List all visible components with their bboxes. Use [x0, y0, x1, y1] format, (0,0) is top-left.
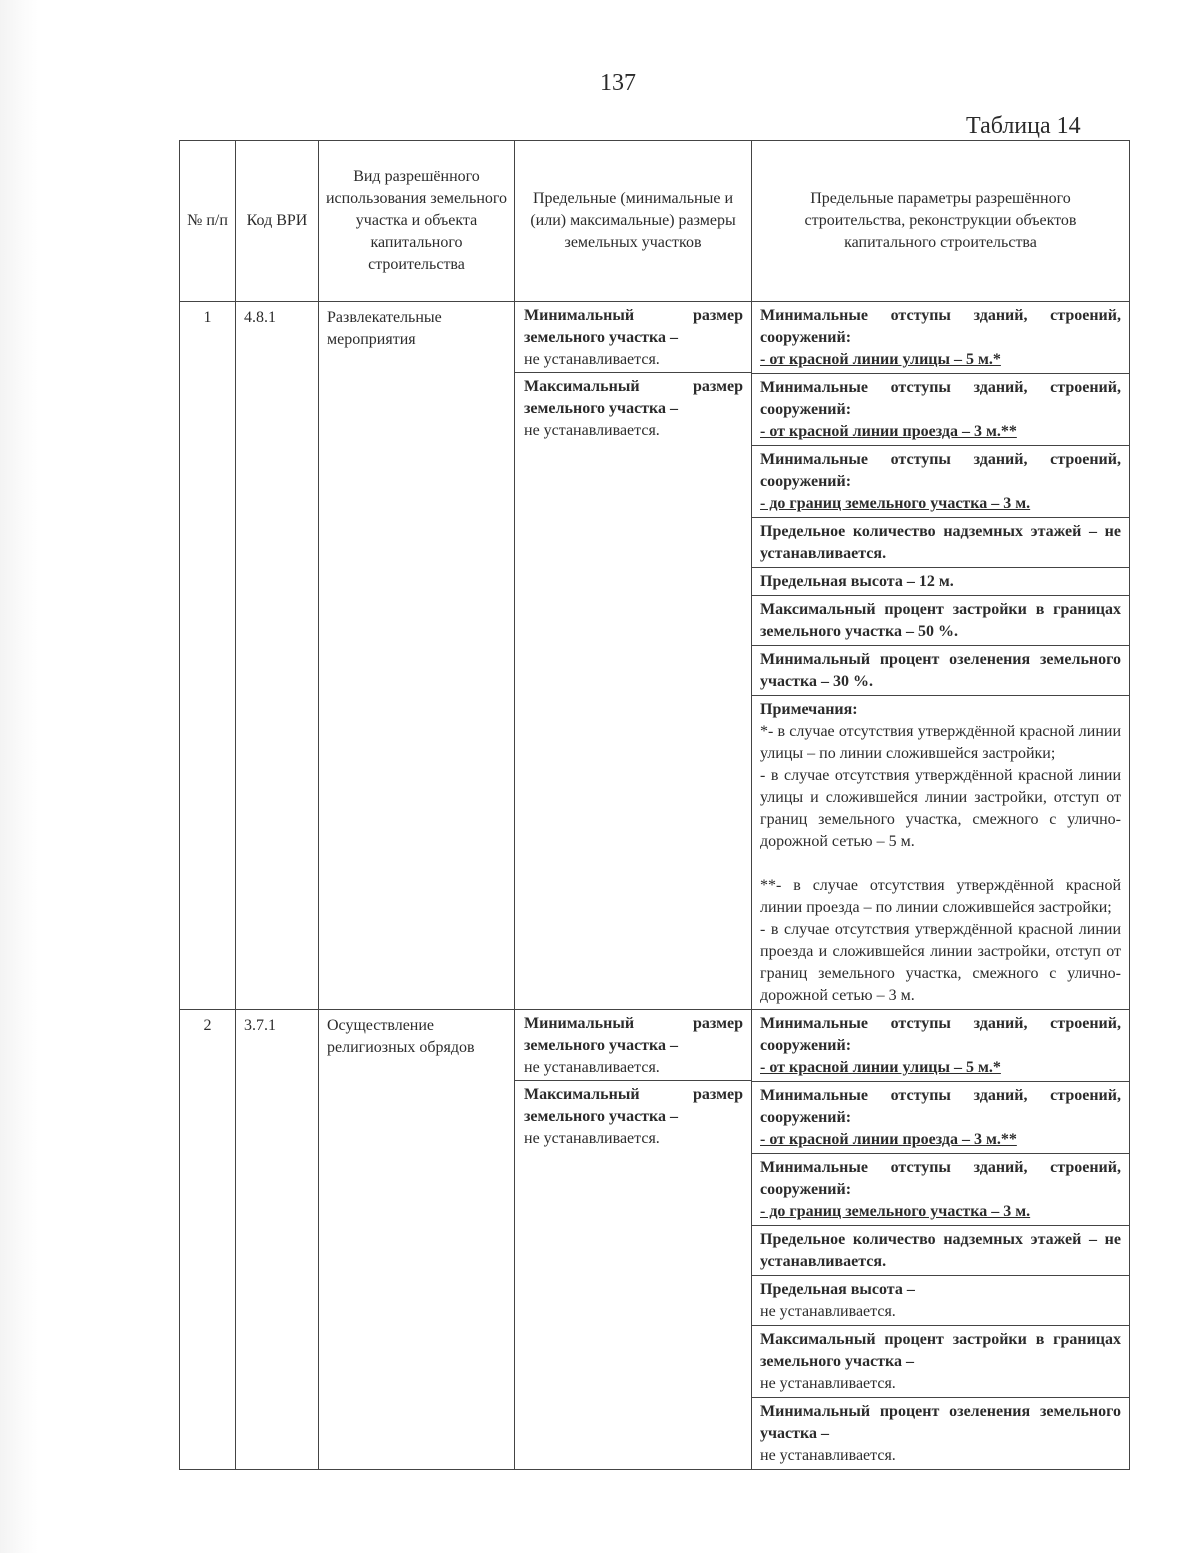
param-floors: Предельное количество надземных этажей – не устанавливается.: [752, 518, 1129, 568]
row-sizes: [515, 302, 752, 1010]
param-green-percent: Минимальный процент озеленения земельного участка – не устанавливается.: [760, 1403, 1121, 1464]
param-height: Предельная высота – 12 м.: [752, 568, 1129, 596]
row-code: 3.7.1: [236, 1010, 319, 1470]
header-num: № п/п: [180, 141, 236, 302]
max-size-block: Максимальный размер земельного участка – не устанавливается.: [524, 1086, 743, 1147]
header-params: Предельные параметры разрешённого строительства, реконструкции объектов капитального строительства: [752, 141, 1130, 302]
header-kind: Вид разрешённого использования земельного участка и объекта капитального строительства: [319, 141, 515, 302]
table-row: [180, 302, 1130, 1010]
min-size-block: Минимальный размер земельного участка – не устанавливается.: [515, 302, 751, 373]
row-kind: Развлекательные мероприятия: [319, 302, 515, 1010]
min-size-block: Минимальный размер земельного участка – не устанавливается.: [515, 1010, 751, 1081]
table-row: [180, 1010, 1130, 1470]
param-setback-boundary: Минимальные отступы зданий, строений, сооружений: - до границ земельного участка – 3 м.: [752, 446, 1129, 518]
notes-title: Примечания:: [760, 701, 858, 718]
param-setback-street: Минимальные отступы зданий, строений, сооружений: - от красной линии улицы – 5 м.*: [752, 302, 1129, 374]
note-item: - в случае отсутствия утверждённой красной линии проезда и сложившейся линии застройки, отступ от границ земельного участка, смежного с улично-дорожной сетью – 3 м.: [760, 921, 1121, 1004]
notes-block: [752, 696, 1129, 1009]
table-header-row: [180, 141, 1130, 302]
row-params: [752, 302, 1130, 1010]
row-number: 1: [180, 302, 236, 1010]
note-item: **- в случае отсутствия утверждённой красной линии проезда – по линии сложившейся застройки;: [760, 877, 1121, 916]
param-build-percent: Максимальный процент застройки в границах земельного участка – 50 %.: [752, 596, 1129, 646]
header-sizes: Предельные (минимальные и (или) максимальные) размеры земельных участков: [515, 141, 752, 302]
param-setback-passage: Минимальные отступы зданий, строений, сооружений: - от красной линии проезда – 3 м.**: [752, 374, 1129, 446]
table-caption: Таблица 14: [966, 113, 1081, 139]
param-height: Предельная высота – не устанавливается.: [752, 1276, 1129, 1326]
max-size-block: Максимальный размер земельного участка – не устанавливается.: [524, 378, 743, 439]
param-setback-passage: Минимальные отступы зданий, строений, сооружений: - от красной линии проезда – 3 м.**: [752, 1082, 1129, 1154]
param-setback-street: Минимальные отступы зданий, строений, сооружений: - от красной линии улицы – 5 м.*: [752, 1010, 1129, 1082]
row-params: [752, 1010, 1130, 1470]
param-floors: Предельное количество надземных этажей – не устанавливается.: [752, 1226, 1129, 1276]
page-number: 137: [600, 70, 636, 96]
regulations-table: [179, 140, 1130, 1470]
row-number: 2: [180, 1010, 236, 1470]
param-green-percent: Минимальный процент озеленения земельного участка – 30 %.: [752, 646, 1129, 696]
param-setback-boundary: Минимальные отступы зданий, строений, сооружений: - до границ земельного участка – 3 м.: [752, 1154, 1129, 1226]
row-code: 4.8.1: [236, 302, 319, 1010]
header-code: Код ВРИ: [236, 141, 319, 302]
scan-edge-shadow: [0, 0, 38, 1553]
row-kind: Осуществление религиозных обрядов: [319, 1010, 515, 1470]
note-item: *- в случае отсутствия утверждённой красной линии улицы – по линии сложившейся застройки;: [760, 723, 1121, 762]
param-build-percent: Максимальный процент застройки в границах земельного участка – не устанавливается.: [752, 1326, 1129, 1398]
row-sizes: [515, 1010, 752, 1470]
note-item: - в случае отсутствия утверждённой красной линии улицы и сложившейся линии застройки, отступ от границ земельного участка, смежного с улично-дорожной сетью – 5 м.: [760, 767, 1121, 850]
